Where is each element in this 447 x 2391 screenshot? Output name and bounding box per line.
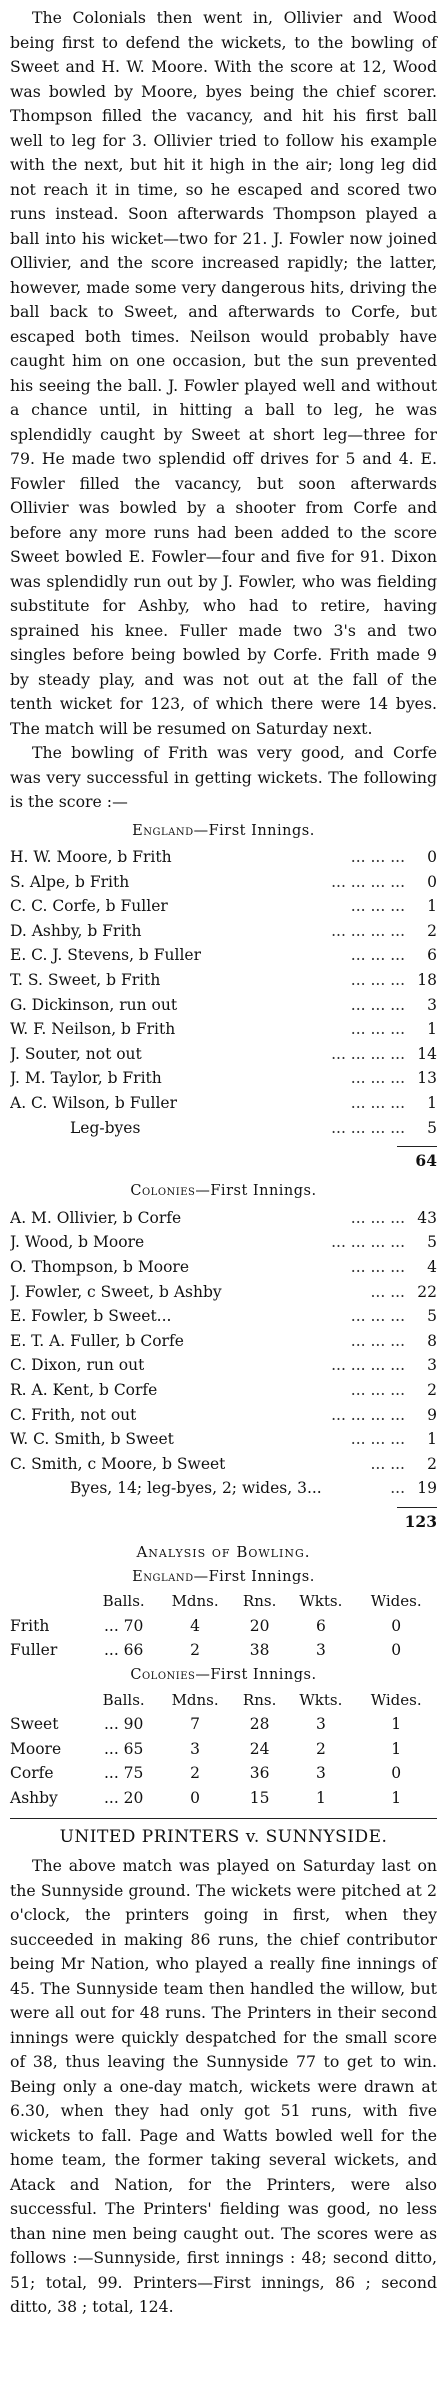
batsman-name: S. Alpe, b Frith (10, 872, 130, 891)
leader-dots: ... ... ... ... (331, 1044, 405, 1063)
batsman-name: R. A. Kent, b Corfe (10, 1380, 158, 1399)
balls-value: ... 75 (103, 1764, 144, 1783)
batsman-name: E. C. J. Stevens, b Fuller (10, 946, 202, 965)
batsman-runs: 8 (427, 1331, 437, 1350)
maidens-value: 3 (190, 1739, 201, 1758)
match-report-paragraph: The Colonials then went in, Ollivier and Wood being first to defend the wickets, to the bowling of Sweet and H. W. Moore. With the score at 12, Wood was bowled by Moore, byes being the chief scorer. Thompson filled the vacancy, and hit his first ball well to leg for 3. Ollivier tried to follow his example with the next, but hit it high in the air; long leg did not reach it in time, so he escaped and scored two runs instead. Soon afterwards Thompson played a ball into his wicket—two for 21. J. Fowler now joined Ollivier, and the score increased rapidly; the latter, however, made some very dangerous hits, driving the ball back to Sweet, and afterwards to Corfe, but escaped both times. Neilson would probably have caught him on one occasion, but the sun prevented his seeing the ball. J. Fowler played well and without a chance until, in hitting a ball to leg, he was splendidly caught by Sweet at short leg—three for 79. He made two splendid off drives for 5 and 4. E. Fowler filled the vacancy, but soon afterwards Ollivier was bowled by a shooter from Corfe and before any more runs had been added to the score Sweet bowled E. Fowler—four and five for 91. Dixon was splendidly run out by J. Fowler, who was fielding substitute for Ashby, who had to retire, having sprained his knee. Fuller made two 3's and two singles before being bowled by Corfe. Frith made 9 by steady play, and was not out at the fall of the tenth wicket for 123, of which there were 14 byes. The match will be resumed on Saturday next. (10, 8, 437, 738)
wides-value: 1 (391, 1715, 402, 1734)
leader-dots: ... (390, 1479, 405, 1498)
batting-row (10, 1452, 437, 1477)
bowler-row (10, 1761, 437, 1786)
england-bowling-team-label: England (132, 1568, 194, 1585)
wides-column-header: Wides. (370, 1690, 422, 1709)
batsman-name: T. S. Sweet, b Frith (10, 971, 161, 990)
wickets-column-header: Wkts. (299, 1592, 343, 1611)
leader-dots: ... ... ... ... (331, 872, 405, 891)
batsman-name: J. Wood, b Moore (10, 1233, 145, 1252)
balls-value: ... 65 (103, 1739, 144, 1758)
wickets-value: 3 (315, 1764, 326, 1783)
bowling-analysis-title: Analysis of Bowling. (136, 1542, 311, 1561)
batsman-name: C. C. Corfe, b Fuller (10, 897, 168, 916)
batting-row (10, 943, 437, 968)
england-team-label: England (132, 822, 194, 839)
balls-value: ... 66 (103, 1641, 144, 1660)
leader-dots: ... ... ... (350, 897, 405, 916)
batsman-name: J. Fowler, c Sweet, b Ashby (10, 1282, 222, 1301)
batsman-name: J. M. Taylor, b Frith (10, 1069, 162, 1088)
wickets-column-header: Wkts. (299, 1690, 343, 1709)
england-bowling-heading (10, 1565, 437, 1590)
runs-value: 15 (249, 1788, 270, 1807)
england-total: 64 (415, 1151, 437, 1171)
batsman-name: W. F. Neilson, b Frith (10, 1020, 176, 1039)
balls-value: ... 90 (103, 1715, 144, 1734)
england-bowling-header-row (10, 1589, 437, 1614)
balls-value: ... 70 (103, 1616, 144, 1635)
batsman-name: D. Ashby, b Frith (10, 921, 142, 940)
leader-dots: ... ... ... (350, 1020, 405, 1039)
leader-dots: ... ... ... (350, 1208, 405, 1227)
bowler-column-header (10, 1688, 90, 1713)
runs-column-header: Rns. (242, 1592, 277, 1611)
batsman-runs: 9 (427, 1405, 437, 1424)
bowler-name: Corfe (10, 1764, 54, 1783)
wickets-value: 6 (315, 1616, 326, 1635)
batsman-runs: 19 (417, 1479, 437, 1498)
batting-row (10, 1329, 437, 1354)
batsman-runs: 3 (427, 995, 437, 1014)
maidens-value: 2 (190, 1764, 201, 1783)
batting-row (10, 1427, 437, 1452)
newspaper-column (10, 6, 437, 2320)
printers-article-title: UNITED PRINTERS v. SUNNYSIDE. (59, 1827, 388, 1848)
maidens-column-header: Mdns. (171, 1592, 219, 1611)
batting-row (10, 870, 437, 895)
batsman-runs: 14 (417, 1044, 437, 1063)
article-divider (10, 1818, 437, 1819)
leader-dots: ... ... ... ... (331, 921, 405, 940)
colonies-total: 123 (404, 1511, 437, 1531)
leader-dots: ... ... ... (350, 1258, 405, 1276)
leader-dots: ... ... ... (350, 1069, 405, 1088)
wickets-value: 3 (315, 1715, 326, 1734)
batsman-name: Leg-byes (70, 1118, 141, 1137)
colonies-bowling-heading (10, 1663, 437, 1688)
maidens-value: 4 (190, 1616, 201, 1635)
batting-row (10, 1378, 437, 1403)
batting-row (10, 1403, 437, 1428)
batsman-runs: 1 (427, 897, 437, 916)
batting-row (10, 1353, 437, 1378)
england-bowling-innings-label: —First Innings. (193, 1568, 315, 1585)
bowling-summary-paragraph: The bowling of Frith was very good, and Corfe was very successful in getting wickets. The following is the score :— (10, 743, 437, 811)
batsman-runs: 0 (427, 872, 437, 891)
colonies-bowling-table (10, 1688, 437, 1811)
batsman-runs: 22 (417, 1282, 437, 1301)
england-batting-list (10, 845, 437, 1140)
batsman-runs: 0 (427, 848, 437, 867)
wides-value: 1 (391, 1788, 402, 1807)
colonies-batting-list (10, 1206, 437, 1501)
batting-row (10, 1066, 437, 1091)
bowler-name: Moore (10, 1739, 62, 1758)
england-innings-label: —First Innings. (193, 822, 315, 839)
balls-column-header: Balls. (102, 1690, 145, 1709)
colonies-bowling-team-label: Colonies (130, 1666, 196, 1683)
bowler-name: Fuller (10, 1641, 58, 1660)
batsman-runs: 5 (427, 1233, 437, 1252)
leader-dots: ... ... ... ... (331, 1405, 405, 1424)
wides-value: 0 (391, 1764, 402, 1783)
batsman-name: A. M. Ollivier, b Corfe (10, 1208, 182, 1227)
batting-row (10, 993, 437, 1018)
wickets-value: 3 (315, 1641, 326, 1660)
maidens-column-header: Mdns. (171, 1690, 219, 1709)
batsman-runs: 13 (417, 1069, 437, 1088)
batsman-runs: 18 (417, 971, 437, 990)
batsman-runs: 1 (427, 1094, 437, 1113)
bowler-column-header (10, 1589, 90, 1614)
maidens-value: 7 (190, 1715, 201, 1734)
batting-row (10, 845, 437, 870)
batsman-name: J. Souter, not out (10, 1044, 142, 1063)
batting-row (10, 894, 437, 919)
bowler-name: Sweet (10, 1715, 59, 1734)
leader-dots: ... ... ... (350, 1094, 405, 1113)
leader-dots: ... ... ... (350, 1430, 405, 1449)
batting-row (10, 1230, 437, 1255)
leader-dots: ... ... ... (350, 1307, 405, 1326)
runs-value: 24 (249, 1739, 270, 1758)
batting-row (10, 1116, 437, 1141)
colonies-bowling-header-row (10, 1688, 437, 1713)
batsman-name: C. Smith, c Moore, b Sweet (10, 1454, 226, 1473)
leader-dots: ... ... ... ... (331, 1118, 405, 1137)
bowler-row (10, 1638, 437, 1663)
balls-column-header: Balls. (102, 1592, 145, 1611)
leader-dots: ... ... ... (350, 1331, 405, 1350)
printers-article-body: The above match was played on Saturday last on the Sunnyside ground. The wickets were pitched at 2 o'clock, the printers going in first, when they succeeded in making 86 runs, the chief contributor being Mr Nation, who played a really fine innings of 45. The Sunnyside team then handled the willow, but were all out for 48 runs. The Printers in their second innings were quickly despatched for the small score of 38, thus leaving the Sunnyside 77 to get to win. Being only a one-day match, wickets were drawn at 6.30, when they had only got 51 runs, with five wickets to fall. Page and Watts bowled well for the home team, the former taking several wickets, and Atack and Nation, for the Printers, were also successful. The Printers' fielding was good, no less than nine men being caught out. The scores were as follows :—Sunnyside, first innings : 48; second ditto, 51; total, 99. Printers—First innings, 86 ; second ditto, 38 ; total, 124. (10, 1856, 437, 2317)
batsman-name: C. Dixon, run out (10, 1356, 145, 1375)
runs-value: 28 (249, 1715, 270, 1734)
batsman-runs: 2 (427, 921, 437, 940)
wides-value: 0 (391, 1641, 402, 1660)
batsman-runs: 3 (427, 1356, 437, 1375)
leader-dots: ... ... ... (350, 848, 405, 867)
bowler-row (10, 1614, 437, 1639)
leader-dots: ... ... (370, 1282, 405, 1301)
england-innings-heading (10, 819, 437, 844)
batting-row (10, 1255, 437, 1280)
batsman-name: E. T. A. Fuller, b Corfe (10, 1331, 184, 1350)
batsman-name: W. C. Smith, b Sweet (10, 1430, 174, 1449)
batting-row (10, 1304, 437, 1329)
batting-row (10, 1017, 437, 1042)
batsman-name: A. C. Wilson, b Fuller (10, 1094, 177, 1113)
batsman-runs: 1 (427, 1020, 437, 1039)
batting-row (10, 1042, 437, 1067)
colonies-innings-heading (10, 1179, 437, 1204)
bowler-row (10, 1737, 437, 1762)
batsman-runs: 6 (427, 946, 437, 965)
batting-row (10, 1206, 437, 1231)
leader-dots: ... ... ... ... (331, 1356, 405, 1375)
leader-dots: ... ... ... (350, 971, 405, 990)
bowler-name: Frith (10, 1616, 50, 1635)
runs-column-header: Rns. (242, 1690, 277, 1709)
batsman-runs: 1 (427, 1430, 437, 1449)
leader-dots: ... ... (370, 1454, 405, 1473)
runs-value: 38 (249, 1641, 270, 1660)
leader-dots: ... ... ... ... (331, 1233, 405, 1252)
wickets-value: 1 (315, 1788, 326, 1807)
batsman-name: G. Dickinson, run out (10, 995, 178, 1014)
wickets-value: 2 (315, 1739, 326, 1758)
batsman-name: C. Frith, not out (10, 1405, 137, 1424)
leader-dots: ... ... ... (350, 946, 405, 965)
runs-value: 36 (249, 1764, 270, 1783)
maidens-value: 0 (190, 1788, 201, 1807)
leader-dots: ... ... ... (350, 1380, 405, 1399)
balls-value: ... 20 (103, 1788, 144, 1807)
colonies-team-label: Colonies (130, 1183, 196, 1200)
batting-row (10, 1091, 437, 1116)
wides-column-header: Wides. (370, 1592, 422, 1611)
colonies-bowling-innings-label: —First Innings. (195, 1666, 317, 1683)
batting-row (10, 1280, 437, 1305)
bowler-row (10, 1786, 437, 1811)
leader-dots: ... ... ... (350, 995, 405, 1014)
batting-row (10, 1476, 437, 1501)
batsman-runs: 2 (427, 1454, 437, 1473)
batting-row (10, 968, 437, 993)
batsman-runs: 5 (427, 1307, 437, 1326)
batsman-name: Byes, 14; leg-byes, 2; wides, 3... (70, 1479, 322, 1498)
batsman-name: O. Thompson, b Moore (10, 1258, 190, 1276)
batsman-runs: 5 (427, 1118, 437, 1137)
batsman-runs: 43 (417, 1208, 437, 1227)
bowler-row (10, 1712, 437, 1737)
batsman-name: E. Fowler, b Sweet... (10, 1307, 172, 1326)
batsman-runs: 4 (427, 1258, 437, 1276)
wides-value: 0 (391, 1616, 402, 1635)
batting-row (10, 919, 437, 944)
colonies-innings-label: —First Innings. (195, 1183, 317, 1200)
wides-value: 1 (391, 1739, 402, 1758)
england-bowling-table (10, 1589, 437, 1663)
batsman-runs: 2 (427, 1380, 437, 1399)
bowler-name: Ashby (10, 1788, 58, 1807)
batsman-name: H. W. Moore, b Frith (10, 848, 172, 867)
runs-value: 20 (249, 1616, 270, 1635)
maidens-value: 2 (190, 1641, 201, 1660)
